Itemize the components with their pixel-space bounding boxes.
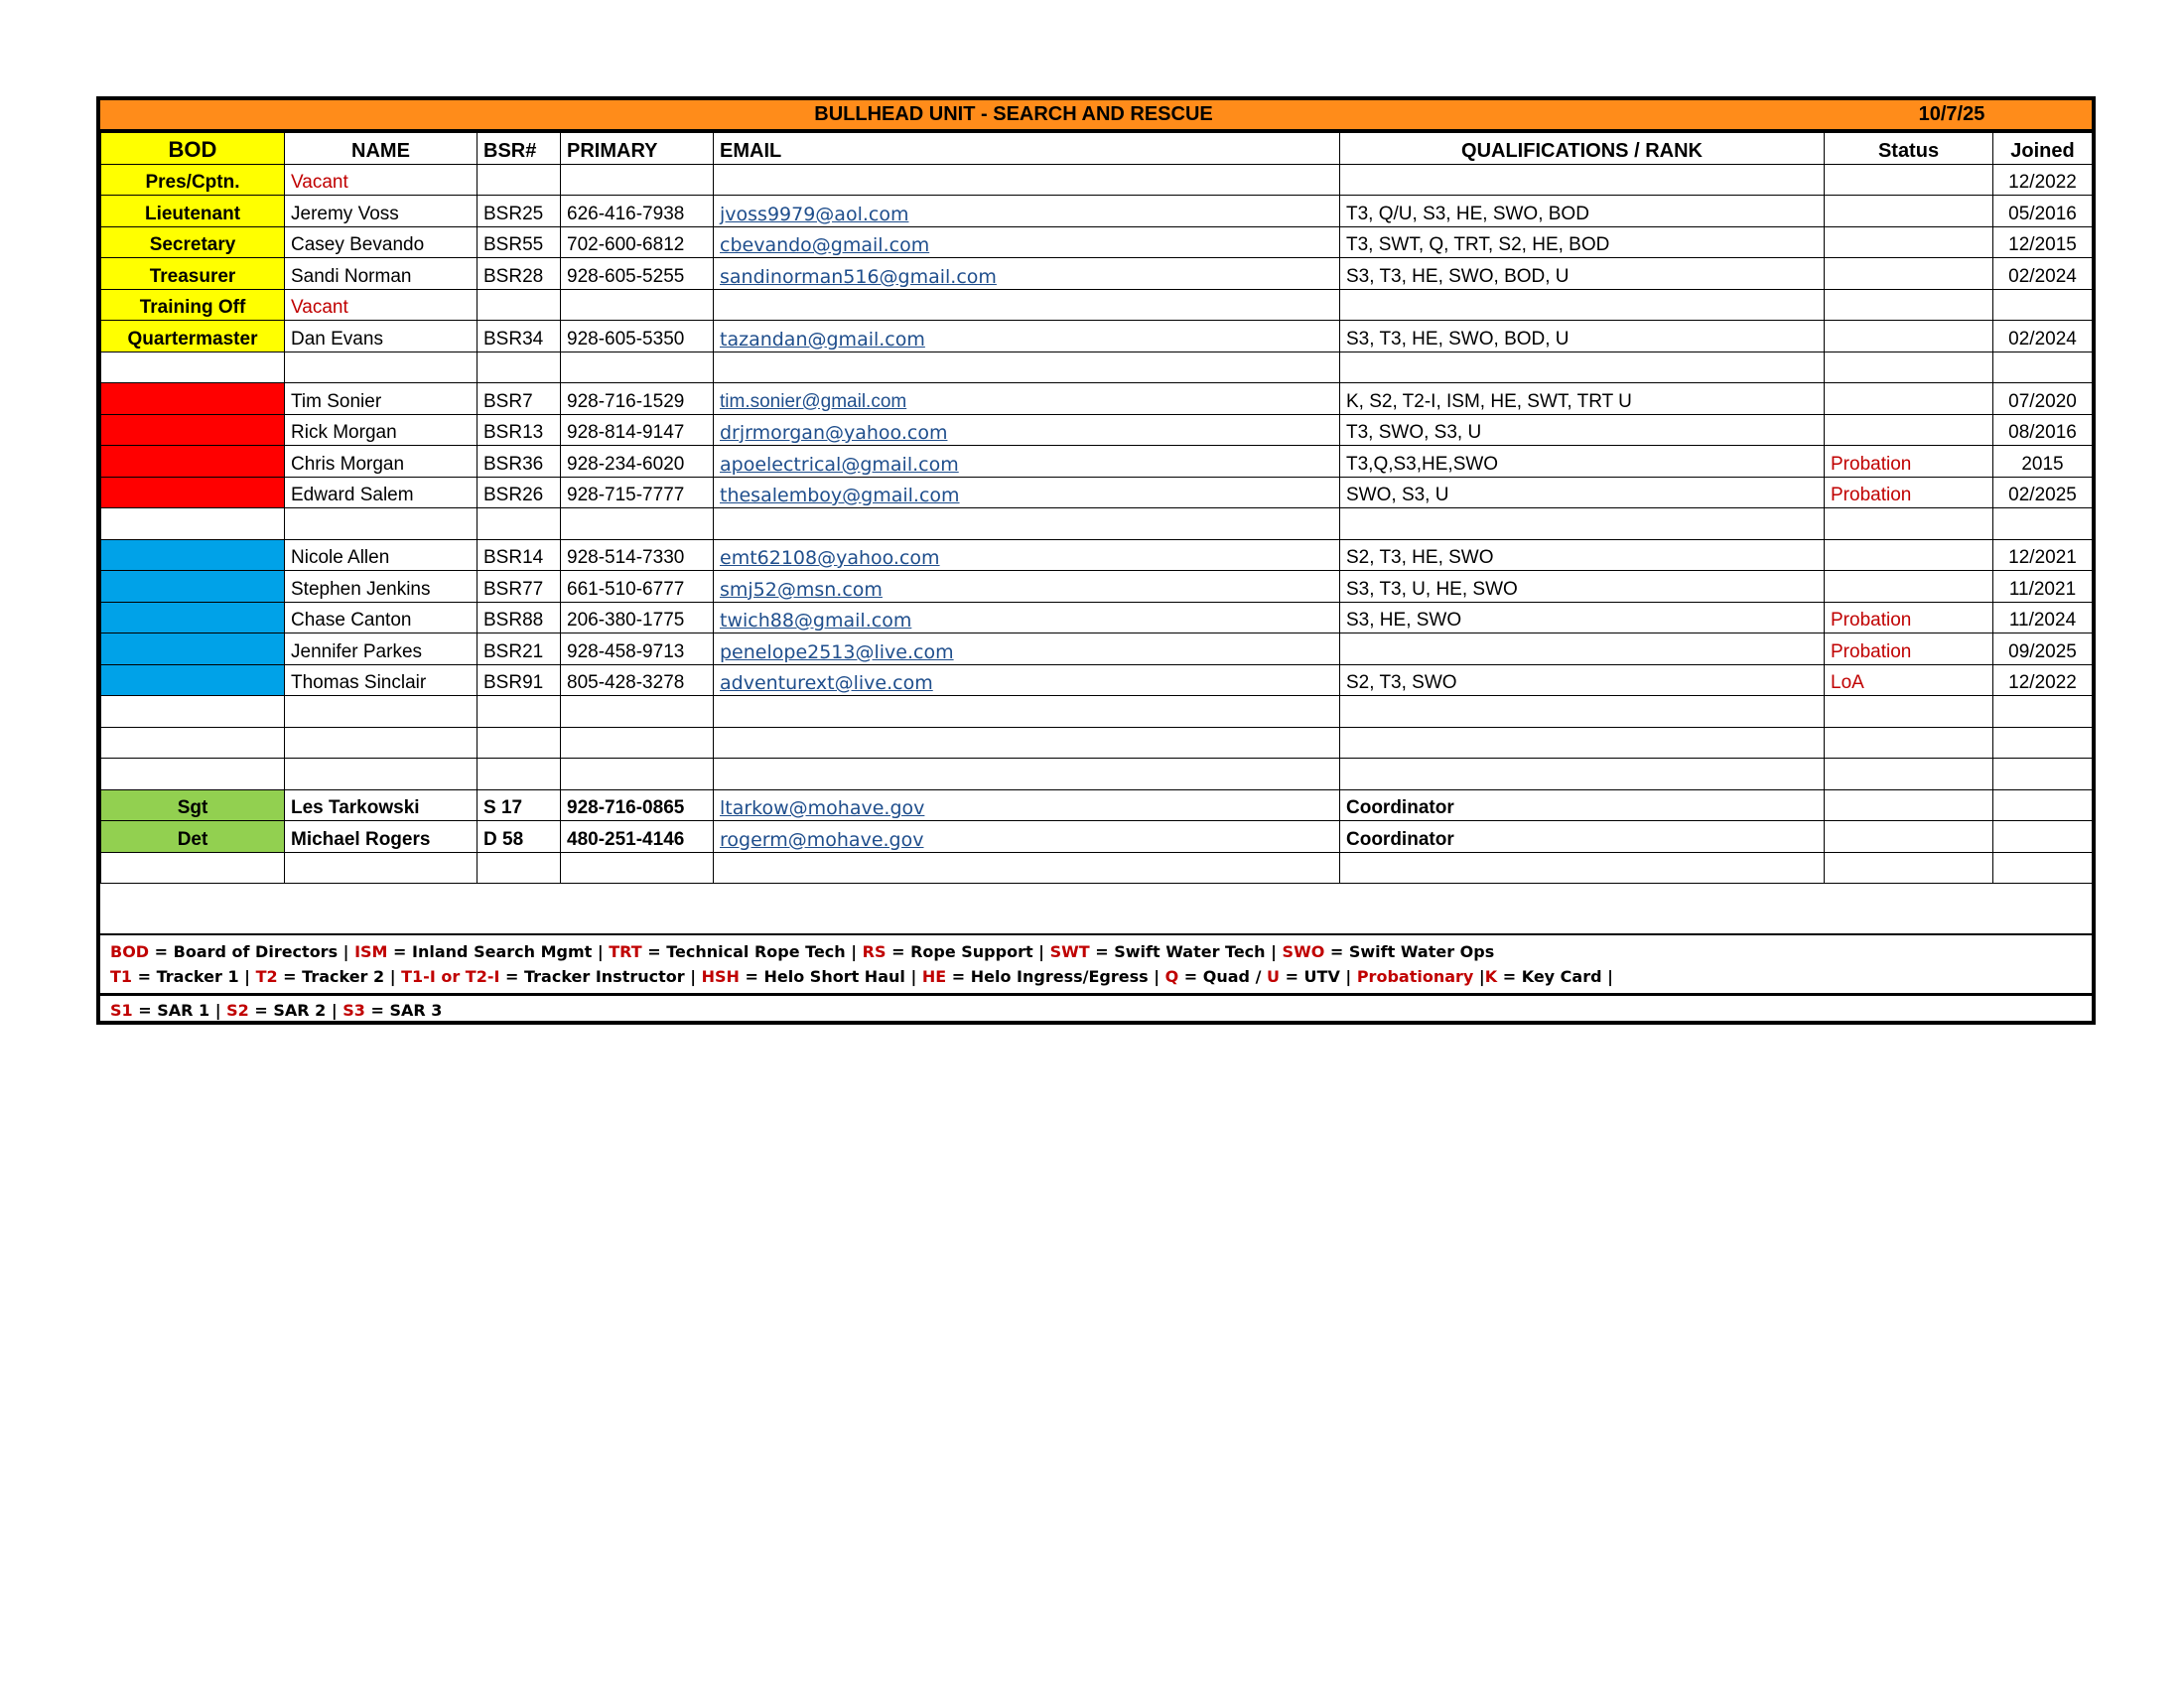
email-link[interactable]: penelope2513@live.com [714,633,1340,665]
name-cell: Edward Salem [285,477,478,508]
bsr-cell [478,164,561,196]
legend [100,933,2092,1025]
qualifications-cell [1340,727,1825,759]
phone-cell: 928-605-5350 [561,321,714,352]
legend-key: S1 [110,1001,133,1020]
joined-cell: 02/2024 [1993,258,2093,290]
name-cell [285,352,478,383]
role-cell [101,759,285,790]
name-cell [285,759,478,790]
role-cell [101,664,285,696]
phone-cell [561,352,714,383]
status-cell [1825,821,1993,853]
email-link [714,508,1340,540]
qualifications-cell: T3, Q/U, S3, HE, SWO, BOD [1340,196,1825,227]
qualifications-cell: K, S2, T2-I, ISM, HE, SWT, TRT U [1340,383,1825,415]
table-row [101,226,2093,258]
name-cell: Jeremy Voss [285,196,478,227]
bsr-cell: BSR25 [478,196,561,227]
role-cell [101,539,285,571]
email-link[interactable]: drjrmorgan@yahoo.com [714,414,1340,446]
phone-cell: 206-380-1775 [561,602,714,633]
status-cell: Probation [1825,477,1993,508]
table-row [101,477,2093,508]
phone-cell: 928-814-9147 [561,414,714,446]
legend-value: = Tracker Instructor | [499,967,702,986]
legend-key: Probationary [1356,967,1474,986]
email-link[interactable]: ltarkow@mohave.gov [714,789,1340,821]
status-cell [1825,321,1993,352]
legend-key: S3 [342,1001,365,1020]
joined-cell [1993,352,2093,383]
name-cell [285,852,478,884]
qualifications-cell: S3, T3, U, HE, SWO [1340,571,1825,603]
phone-cell: 702-600-6812 [561,226,714,258]
joined-cell: 12/2022 [1993,164,2093,196]
joined-cell: 08/2016 [1993,414,2093,446]
joined-cell: 12/2021 [1993,539,2093,571]
status-cell [1825,196,1993,227]
table-row [101,414,2093,446]
joined-cell: 11/2024 [1993,602,2093,633]
joined-cell: 12/2015 [1993,226,2093,258]
phone-cell: 928-514-7330 [561,539,714,571]
name-cell: Sandi Norman [285,258,478,290]
status-cell [1825,352,1993,383]
name-cell [285,696,478,728]
email-link [714,696,1340,728]
status-cell: Probation [1825,446,1993,478]
legend-key: T2 [255,967,278,986]
joined-cell [1993,508,2093,540]
role-cell [101,696,285,728]
joined-cell [1993,289,2093,321]
joined-cell [1993,852,2093,884]
role-cell [101,383,285,415]
table-row [101,821,2093,853]
role-cell [101,477,285,508]
qualifications-cell: SWO, S3, U [1340,477,1825,508]
col-header-qualifications: QUALIFICATIONS / RANK [1340,133,1825,165]
status-cell [1825,289,1993,321]
joined-cell: 02/2024 [1993,321,2093,352]
joined-cell: 05/2016 [1993,196,2093,227]
legend-key: BOD [110,942,150,961]
legend-key: RS [862,942,887,961]
email-link[interactable]: apoelectrical@gmail.com [714,446,1340,478]
email-link[interactable]: twich88@gmail.com [714,602,1340,633]
legend-key: ISM [354,942,388,961]
role-cell [101,446,285,478]
table-row [101,633,2093,665]
role-cell [101,414,285,446]
email-link[interactable]: tim.sonier@gmail.com [714,383,1340,415]
table-row [101,539,2093,571]
bsr-cell [478,696,561,728]
status-cell [1825,727,1993,759]
status-cell [1825,759,1993,790]
qualifications-cell: Coordinator [1340,789,1825,821]
qualifications-cell: T3,Q,S3,HE,SWO [1340,446,1825,478]
sheet-date: 10/7/25 [1918,103,1985,125]
legend-value: = Inland Search Mgmt | [387,942,610,961]
title-bar [100,100,2092,132]
status-cell [1825,258,1993,290]
col-header-status: Status [1825,133,1993,165]
role-cell: Det [101,821,285,853]
role-cell: Treasurer [101,258,285,290]
qualifications-cell [1340,696,1825,728]
status-cell: Probation [1825,633,1993,665]
status-cell: Probation [1825,602,1993,633]
phone-cell [561,696,714,728]
email-link[interactable]: thesalemboy@gmail.com [714,477,1340,508]
bsr-cell: BSR88 [478,602,561,633]
email-link[interactable]: cbevando@gmail.com [714,226,1340,258]
bsr-cell: BSR77 [478,571,561,603]
roster-body [101,164,2093,884]
qualifications-cell: S3, HE, SWO [1340,602,1825,633]
joined-cell [1993,821,2093,853]
legend-value: = Helo Short Haul | [739,967,922,986]
phone-cell: 480-251-4146 [561,821,714,853]
legend-key: K [1484,967,1498,986]
email-link [714,852,1340,884]
phone-cell: 928-715-7777 [561,477,714,508]
role-cell [101,852,285,884]
legend-value: = Quad / [1178,967,1267,986]
name-cell: Tim Sonier [285,383,478,415]
qualifications-cell [1340,289,1825,321]
status-cell [1825,508,1993,540]
table-row [101,696,2093,728]
role-cell: Pres/Cptn. [101,164,285,196]
status-cell [1825,383,1993,415]
phone-cell: 805-428-3278 [561,664,714,696]
email-link [714,759,1340,790]
table-row [101,352,2093,383]
email-link [714,289,1340,321]
bsr-cell: BSR13 [478,414,561,446]
table-row [101,571,2093,603]
name-cell: Chris Morgan [285,446,478,478]
legend-value: = SAR 3 [364,1001,443,1020]
name-cell: Dan Evans [285,321,478,352]
name-cell: Casey Bevando [285,226,478,258]
name-cell: Nicole Allen [285,539,478,571]
bsr-cell [478,759,561,790]
col-header-name: NAME [285,133,478,165]
bsr-cell [478,352,561,383]
email-link[interactable]: sandinorman516@gmail.com [714,258,1340,290]
qualifications-cell [1340,852,1825,884]
role-cell: Lieutenant [101,196,285,227]
legend-value: = SAR 2 | [248,1001,343,1020]
phone-cell: 928-605-5255 [561,258,714,290]
table-row [101,446,2093,478]
name-cell [285,727,478,759]
table-row [101,727,2093,759]
status-cell [1825,696,1993,728]
table-row [101,852,2093,884]
joined-cell: 2015 [1993,446,2093,478]
legend-value: = Key Card | [1497,967,1613,986]
legend-key: HSH [701,967,740,986]
legend-key: S2 [226,1001,249,1020]
table-row [101,508,2093,540]
col-header-email: EMAIL [714,133,1340,165]
email-link[interactable]: adventurext@live.com [714,664,1340,696]
phone-cell [561,852,714,884]
role-cell: Sgt [101,789,285,821]
bsr-cell [478,852,561,884]
name-cell: Rick Morgan [285,414,478,446]
header-row [101,133,2093,165]
email-link[interactable]: tazandan@gmail.com [714,321,1340,352]
role-cell [101,727,285,759]
joined-cell [1993,789,2093,821]
bsr-cell: S 17 [478,789,561,821]
phone-cell [561,164,714,196]
phone-cell [561,289,714,321]
phone-cell [561,759,714,790]
role-cell [101,602,285,633]
bsr-cell: BSR55 [478,226,561,258]
name-cell: Vacant [285,289,478,321]
legend-key: T1 [110,967,133,986]
name-cell: Jennifer Parkes [285,633,478,665]
status-cell [1825,852,1993,884]
email-link[interactable]: smj52@msn.com [714,571,1340,603]
status-cell [1825,571,1993,603]
bsr-cell: BSR26 [478,477,561,508]
bsr-cell: BSR14 [478,539,561,571]
qualifications-cell [1340,759,1825,790]
phone-cell [561,508,714,540]
email-link [714,352,1340,383]
legend-value: = Swift Water Tech | [1089,942,1283,961]
qualifications-cell [1340,352,1825,383]
phone-cell: 928-716-0865 [561,789,714,821]
legend-value: = Rope Support | [886,942,1050,961]
role-cell [101,352,285,383]
bsr-cell: BSR28 [478,258,561,290]
email-link [714,727,1340,759]
joined-cell [1993,727,2093,759]
legend-value: = Technical Rope Tech | [641,942,863,961]
name-cell: Chase Canton [285,602,478,633]
status-cell: LoA [1825,664,1993,696]
email-link[interactable]: emt62108@yahoo.com [714,539,1340,571]
role-cell: Secretary [101,226,285,258]
status-cell [1825,539,1993,571]
role-cell [101,571,285,603]
bsr-cell: D 58 [478,821,561,853]
name-cell: Vacant [285,164,478,196]
qualifications-cell: T3, SWO, S3, U [1340,414,1825,446]
legend-divider [100,993,2092,996]
email-link [714,164,1340,196]
qualifications-cell: Coordinator [1340,821,1825,853]
role-cell [101,633,285,665]
table-row [101,759,2093,790]
name-cell: Les Tarkowski [285,789,478,821]
bsr-cell [478,508,561,540]
roster-sheet [96,96,2096,1025]
legend-line-1 [110,942,1494,961]
role-cell: Quartermaster [101,321,285,352]
roster-table [100,132,2093,884]
phone-cell: 928-716-1529 [561,383,714,415]
name-cell [285,508,478,540]
sheet-title: BULLHEAD UNIT - SEARCH AND RESCUE [814,103,1213,125]
legend-line-3 [110,1001,442,1020]
legend-key: SWO [1282,942,1325,961]
qualifications-cell [1340,633,1825,665]
legend-value: = Board of Directors | [149,942,355,961]
qualifications-cell [1340,508,1825,540]
qualifications-cell: S3, T3, HE, SWO, BOD, U [1340,321,1825,352]
bsr-cell: BSR21 [478,633,561,665]
table-row [101,196,2093,227]
legend-key: Q [1164,967,1179,986]
table-row [101,602,2093,633]
joined-cell [1993,759,2093,790]
legend-value: = Tracker 2 | [277,967,402,986]
legend-value: = Swift Water Ops [1324,942,1495,961]
col-header-bod: BOD [101,133,285,165]
role-cell: Training Off [101,289,285,321]
bsr-cell: BSR7 [478,383,561,415]
joined-cell [1993,696,2093,728]
legend-key: HE [921,967,947,986]
bsr-cell [478,727,561,759]
phone-cell: 661-510-6777 [561,571,714,603]
joined-cell: 02/2025 [1993,477,2093,508]
bsr-cell: BSR36 [478,446,561,478]
qualifications-cell: S2, T3, HE, SWO [1340,539,1825,571]
table-row [101,164,2093,196]
status-cell [1825,414,1993,446]
bsr-cell [478,289,561,321]
email-link[interactable]: rogerm@mohave.gov [714,821,1340,853]
phone-cell: 928-234-6020 [561,446,714,478]
joined-cell: 07/2020 [1993,383,2093,415]
legend-value: = UTV | [1280,967,1357,986]
legend-key: T1-I or T2-I [401,967,500,986]
phone-cell [561,727,714,759]
status-cell [1825,226,1993,258]
table-row [101,383,2093,415]
status-cell [1825,164,1993,196]
bsr-cell: BSR34 [478,321,561,352]
table-row [101,289,2093,321]
email-link[interactable]: jvoss9979@aol.com [714,196,1340,227]
name-cell: Thomas Sinclair [285,664,478,696]
qualifications-cell: S2, T3, SWO [1340,664,1825,696]
joined-cell: 12/2022 [1993,664,2093,696]
qualifications-cell [1340,164,1825,196]
phone-cell: 626-416-7938 [561,196,714,227]
role-cell [101,508,285,540]
joined-cell: 11/2021 [1993,571,2093,603]
table-row [101,258,2093,290]
status-cell [1825,789,1993,821]
legend-value: = Tracker 1 | [132,967,256,986]
legend-key: TRT [609,942,642,961]
col-header-bsr: BSR# [478,133,561,165]
legend-line-2 [110,967,1613,986]
legend-value: = Helo Ingress/Egress | [946,967,1165,986]
legend-key: U [1267,967,1280,986]
joined-cell: 09/2025 [1993,633,2093,665]
legend-value: = SAR 1 | [132,1001,227,1020]
name-cell: Stephen Jenkins [285,571,478,603]
bsr-cell: BSR91 [478,664,561,696]
table-row [101,789,2093,821]
name-cell: Michael Rogers [285,821,478,853]
legend-key: SWT [1049,942,1090,961]
phone-cell: 928-458-9713 [561,633,714,665]
qualifications-cell: T3, SWT, Q, TRT, S2, HE, BOD [1340,226,1825,258]
legend-value: | [1473,967,1485,986]
col-header-primary: PRIMARY [561,133,714,165]
qualifications-cell: S3, T3, HE, SWO, BOD, U [1340,258,1825,290]
col-header-joined: Joined [1993,133,2093,165]
table-row [101,321,2093,352]
table-row [101,664,2093,696]
